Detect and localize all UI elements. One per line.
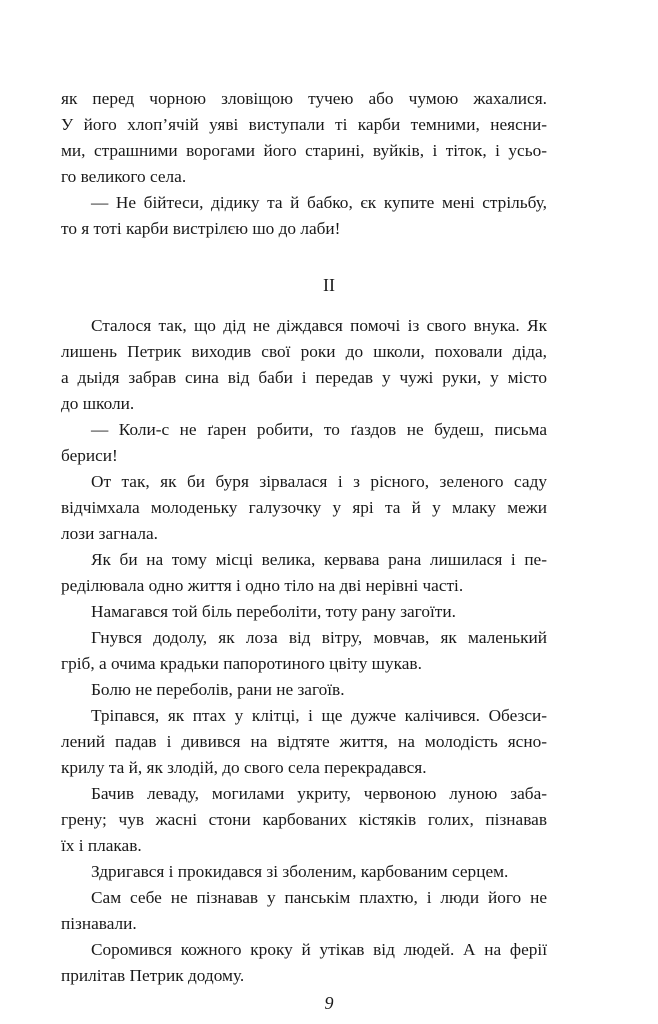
text-line: У його хлоп’ячій уяві виступали ті карби темними, неясни- <box>61 115 547 134</box>
text-line: Гнувся додолу, як лоза від вітру, мовчав, як маленький <box>91 628 547 647</box>
text-line: а дыідя забрав сина від баби і передав у чужі руки, у місто <box>61 368 547 387</box>
text-line: відчімхала молоденьку галузочку у ярі та й у млаку межи <box>61 498 547 517</box>
text-line: пізнавали. <box>61 914 137 933</box>
text-line: От так, як би буря зірвалася і з рісного, зеленого саду <box>91 472 547 491</box>
text-line: то я тоті карби вистрілєю шо до лаби! <box>61 219 341 238</box>
text-line: лишень Петрик виходив свої роки до школи, поховали діда, <box>61 342 547 361</box>
text-line: гріб, а очима крадьки папоротиного цвіту шукав. <box>61 654 422 673</box>
section-heading: II <box>323 275 335 295</box>
text-line: грену; чув жасні стони карбованих кістяків голих, пізнавав <box>61 810 547 829</box>
text-line: го великого села. <box>61 167 187 186</box>
text-line: Як би на тому місці велика, кервава рана лишилася і пе- <box>91 550 547 569</box>
text-line: прилітав Петрик додому. <box>61 966 245 985</box>
text-line: Сталося так, що дід не діждався помочі із свого внука. Як <box>91 316 547 335</box>
text-line: крилу та й, як злодій, до свого села перекрадався. <box>61 758 427 777</box>
text-line: Бачив леваду, могилами укриту, червоною луною заба- <box>91 784 547 803</box>
text-line: лений падав і дивився на відтяте життя, на молодість ясно- <box>61 732 547 751</box>
text-line: — Коли-с не ґарен робити, то ґаздов не будеш, письма <box>91 420 547 439</box>
text-line: Здригався і прокидався зі зболеним, карбованим серцем. <box>91 862 509 881</box>
text-line: Тріпався, як птах у клітці, і ще дужче калічився. Обезси- <box>91 706 547 725</box>
text-line: як перед чорною зловіщою тучею або чумою жахалися. <box>61 89 547 108</box>
text-line: їх і плакав. <box>61 836 142 855</box>
text-line: Болю не переболів, рани не загоїв. <box>91 680 345 699</box>
page-number: 9 <box>324 993 334 1013</box>
text-line: лози загнала. <box>61 524 158 543</box>
text-line: Соромився кожного кроку й утікав від людей. А на ферії <box>91 940 547 959</box>
text-line: Сам себе не пізнавав у панськім плахтю, і люди його не <box>91 888 547 907</box>
text-line: бериси! <box>61 446 118 465</box>
text-line: — Не бійтеси, дідику та й бабко, єк купите мені стрільбу, <box>91 193 547 212</box>
text-line: до школи. <box>61 394 135 413</box>
text-line: реділювала одно життя і одно тіло на дві нерівні часті. <box>61 576 464 595</box>
text-line: Намагався той біль переболіти, тоту рану загоїти. <box>91 602 456 621</box>
text-line: ми, страшними ворогами його старині, вуйків, і тіток, і усьо- <box>61 141 547 160</box>
